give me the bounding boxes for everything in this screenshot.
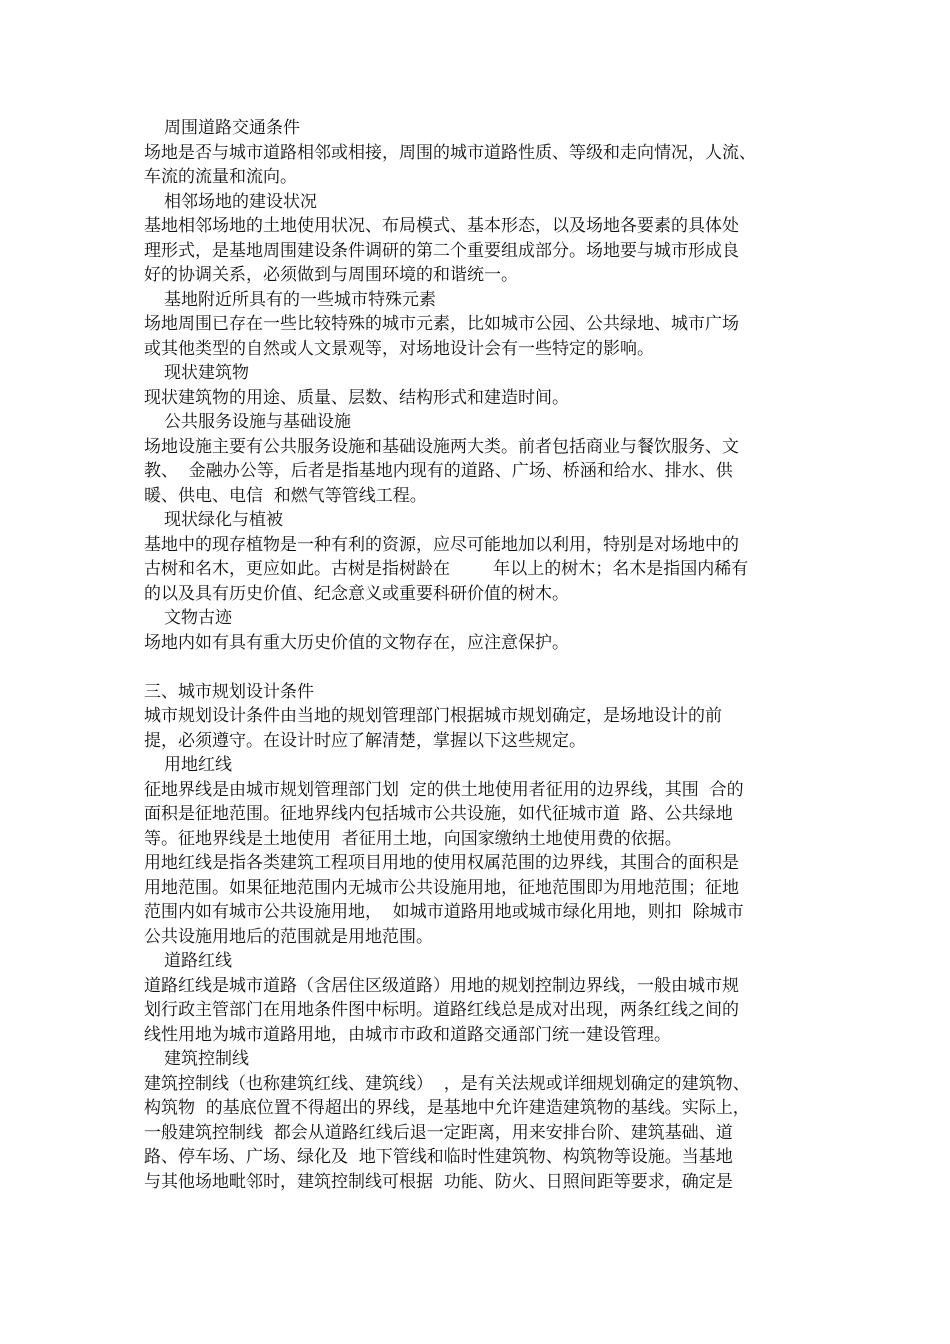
paragraph-line: 场地周围已存在一些比较特殊的城市元素，比如城市公园、公共绿地、城市广场 <box>144 314 739 334</box>
paragraph-line: 好的协调关系，必须做到与周围环境的和谐统一。 <box>144 265 518 285</box>
paragraph-line: 征地界线是由城市规划管理部门划 定的供土地使用者征用的边界线，其围 合的 <box>144 779 744 800</box>
section-heading: 相邻场地的建设状况 <box>164 191 317 212</box>
paragraph-line: 现状建筑物的用途、质量、层数、结构形式和建造时间。 <box>144 387 569 408</box>
document-body <box>144 116 810 1194</box>
paragraph <box>144 141 810 190</box>
paragraph <box>144 312 810 361</box>
paragraph-line: 三、城市规划设计条件 <box>144 681 314 702</box>
paragraph-line: 基地相邻场地的土地使用状况、布局模式、基本形态，以及场地各要素的具体处 <box>144 216 739 236</box>
paragraph-line: 场地是否与城市道路相邻或相接，周围的城市道路性质、等级和走向情况，人流、 <box>144 142 756 163</box>
paragraph <box>144 680 810 754</box>
section-heading: 道路红线 <box>164 951 232 971</box>
paragraph-line: 划行政主管部门在用地条件图中标明。道路红线总是成对出现，两条红线之间的 <box>144 1000 739 1020</box>
paragraph-line: 构筑物 的基底位置不得超出的界线，是基地中允许建造建筑物的基线。实际上， <box>144 1098 750 1118</box>
paragraph-line: 建筑控制线（也称建筑红线、建筑线） ，是有关法规或详细规划确定的建筑物、 <box>144 1073 750 1094</box>
paragraph-line: 暖、供电、电信 和燃气等管线工程。 <box>144 485 427 506</box>
paragraph <box>144 974 810 1048</box>
paragraph-line: 车流的流量和流向。 <box>144 167 297 187</box>
paragraph-line: 理形式，是基地周围建设条件调研的第二个重要组成部分。场地要与城市形成良 <box>144 240 739 261</box>
paragraph-line: 一般建筑控制线 都会从道路红线后退一定距离，用来安排台阶、建筑基础、道 <box>144 1122 733 1143</box>
paragraph <box>144 386 810 411</box>
section-heading: 建筑控制线 <box>164 1049 249 1069</box>
paragraph <box>144 631 810 656</box>
paragraph <box>144 435 810 509</box>
paragraph-line: 与其他场地毗邻时，建筑控制线可根据 功能、防火、日照间距等要求，确定是 <box>144 1171 733 1192</box>
paragraph-line: 城市规划设计条件由当地的规划管理部门根据城市规划确定，是场地设计的前 <box>144 706 722 726</box>
section-heading: 现状绿化与植被 <box>164 510 283 530</box>
paragraph-line: 等。征地界线是土地使用 者征用土地，向国家缴纳土地使用费的依据。 <box>144 828 682 849</box>
section-heading: 基地附近所具有的一些城市特殊元素 <box>164 289 436 310</box>
paragraph-line: 或其他类型的自然或人文景观等，对场地设计会有一些特定的影响。 <box>144 338 654 359</box>
paragraph <box>144 214 810 288</box>
paragraph-line: 场地设施主要有公共服务设施和基础设施两大类。前者包括商业与餐饮服务、文 <box>144 436 739 457</box>
paragraph-line: 面积是征地范围。征地界线内包括城市公共设施，如代征城市道 路、公共绿地 <box>144 804 733 824</box>
paragraph <box>144 778 810 950</box>
paragraph-line: 基地中的现存植物是一种有利的资源，应尽可能地加以利用，特别是对场地中的 <box>144 534 739 555</box>
paragraph-line: 场地内如有具有重大历史价值的文物存在，应注意保护。 <box>144 632 569 653</box>
section-heading: 公共服务设施与基础设施 <box>164 412 351 432</box>
paragraph-line: 的以及具有历史价值、纪念意义或重要科研价值的树木。 <box>144 583 569 604</box>
section-heading: 文物古迹 <box>164 608 232 628</box>
paragraph-line: 范围内如有城市公共设施用地， 如城市道路用地或城市绿化用地，则扣 除城市 <box>144 902 744 922</box>
section-heading: 现状建筑物 <box>164 363 249 383</box>
blank-line <box>144 655 810 680</box>
paragraph-line: 用地范围。如果征地范围内无城市公共设施用地，征地范围即为用地范围；征地 <box>144 877 739 898</box>
paragraph-line: 线性用地为城市道路用地，由城市市政和道路交通部门统一建设管理。 <box>144 1024 671 1045</box>
paragraph-line: 公共设施用地后的范围就是用地范围。 <box>144 926 433 947</box>
paragraph <box>144 533 810 607</box>
paragraph-line: 古树和名木，更应如此。古树是指树龄在 年以上的树木；名木是指国内稀有 <box>144 559 749 579</box>
paragraph <box>144 1072 810 1195</box>
section-heading: 周围道路交通条件 <box>164 118 300 138</box>
section-heading: 用地红线 <box>164 755 232 775</box>
paragraph-line: 用地红线是指各类建筑工程项目用地的使用权属范围的边界线，其围合的面积是 <box>144 853 739 873</box>
paragraph-line: 教、 金融办公等，后者是指基地内现有的道路、广场、桥涵和给水、排水、供 <box>144 461 733 481</box>
paragraph-line: 道路红线是城市道路（含居住区级道路）用地的规划控制边界线，一般由城市规 <box>144 975 739 996</box>
paragraph-line: 提，必须遵守。在设计时应了解清楚，掌握以下这些规定。 <box>144 730 586 751</box>
paragraph-line: 路、停车场、广场、绿化及 地下管线和临时性建筑物、构筑物等设施。当基地 <box>144 1147 733 1167</box>
